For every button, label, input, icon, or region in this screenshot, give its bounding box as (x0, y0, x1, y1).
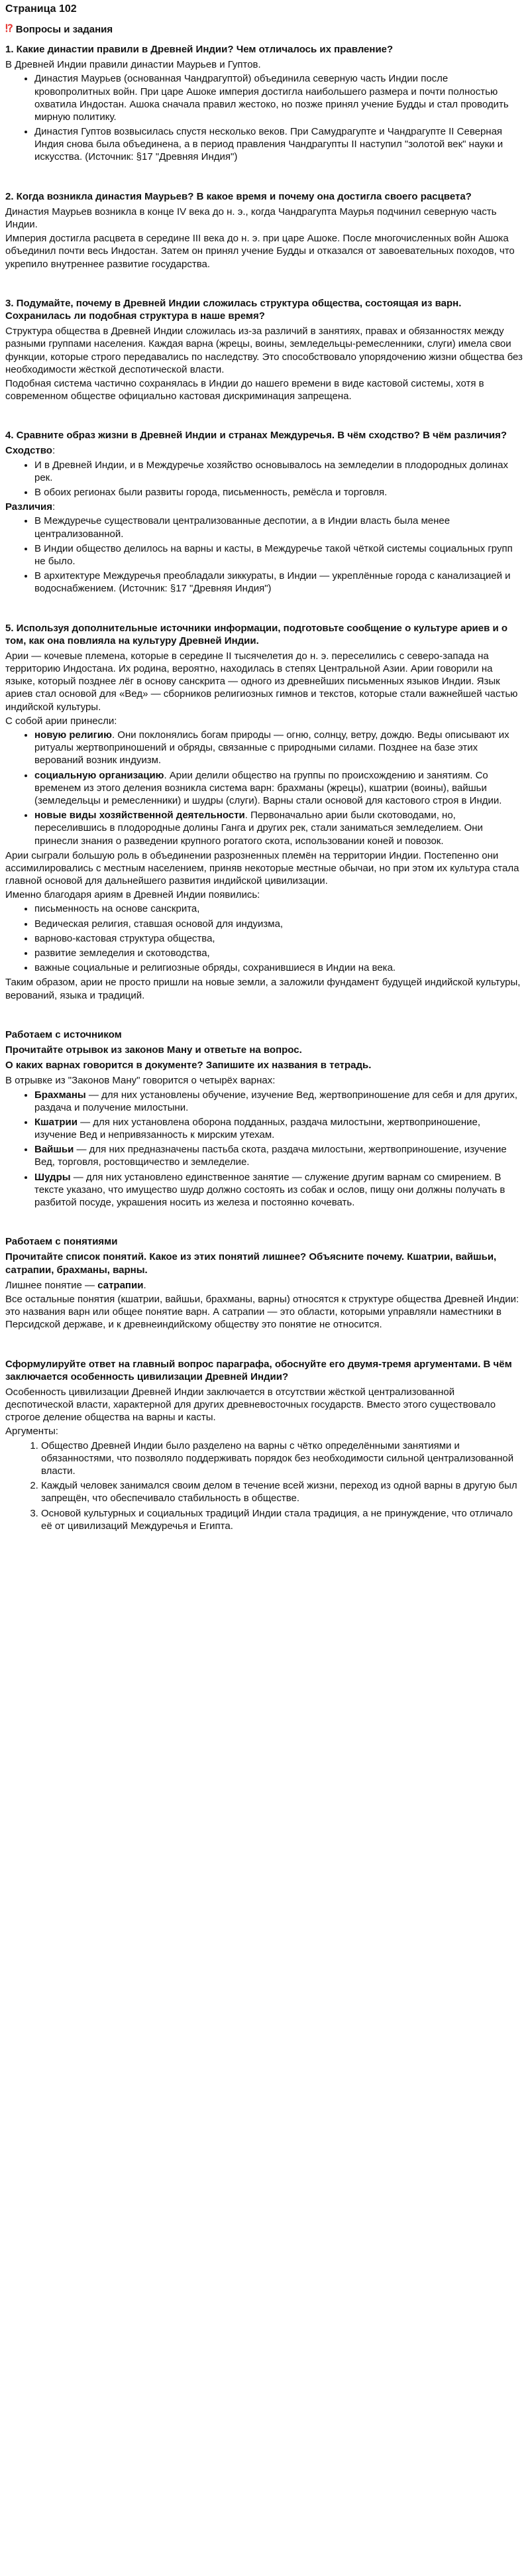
question-1 (5, 43, 525, 164)
question-1-list (5, 72, 525, 163)
list-item: • важные социальные и религиозные обряды, сохранившиеся в Индии на века. (34, 961, 525, 974)
question-3-title: 3. Подумайте, почему в Древней Индии сложилась структура общества, состоящая из варн. Сохранилась ли подобная структура в наше время? (5, 297, 462, 322)
list-item-term: Шудры (34, 1171, 71, 1183)
arguments-list (5, 1440, 525, 1532)
source-work-task: Прочитайте отрывок из законов Ману и ответьте на вопрос. (5, 1044, 302, 1056)
paragraph: Структура общества в Древней Индии сложилась из-за различий в занятиях, правах и обязанностях между разными группами населения. Каждая варна (жрецы, воины, земледельцы-ремесленники, слуги) имела свои функции, которые строго передавались по наследству. Это способствовало упорядочению жизни общества без необходимости жёсткой деспотической власти. (5, 326, 523, 375)
source-work-title: Работаем с источником (5, 1028, 122, 1040)
list-item: • Ведическая религия, ставшая основой для индуизма, (34, 918, 525, 930)
aryan-contributions-list (5, 729, 525, 847)
similarities-heading: Сходство: (5, 445, 56, 457)
differences-list (5, 515, 525, 595)
question-5-title: 5. Используя дополнительные источники информации, подготовьте сообщение о культуре ариев и о том, как она повлияла на культуру Древней Индии. (5, 622, 508, 646)
question-1-title: 1. Какие династии правили в Древней Индии? Чем отличалось их правление? (5, 43, 394, 55)
list-item (34, 729, 525, 767)
list-item-term: Вайшьи (34, 1144, 74, 1156)
answer-suffix: . (143, 1279, 146, 1291)
similarities-list (5, 459, 525, 499)
paragraph: Особенность цивилизации Древней Индии заключается в отсутствии жёсткой централизованной деспотической власти, характерной для других древневосточных государств. Вместо этого существовало строгое деление общества на варны и касты. (5, 1386, 496, 1424)
list-item: • В Междуречье существовали централизованные деспотии, а в Индии власть была менее централизованной. (34, 515, 525, 540)
list-item (34, 1171, 525, 1209)
final-question (5, 1358, 525, 1532)
list-item-text: . Первоначально арии были скотоводами, но, переселившись в плодородные долины Ганга и других рек, стали заниматься земледелием. Они принесли знания о разведении крупного рогатого скота, использовании коней и повозок. (34, 810, 483, 847)
list-item: 1. Общество Древней Индии было разделено на варны с чётко определёнными занятиями и обязанностями, что позволяло поддерживать порядок без необходимости сильной централизованной власти. (41, 1440, 525, 1478)
similarities-label: Сходство (5, 445, 52, 457)
page-title: Страница 102 (5, 3, 77, 15)
exclamation-question-icon: ⁉ (5, 23, 12, 35)
list-item: • варново-кастовая структура общества, (34, 932, 525, 945)
list-item-term: Брахманы (34, 1089, 86, 1101)
list-item (34, 1143, 525, 1168)
question-5 (5, 622, 525, 1002)
list-item-text: — для них установлена оборона подданных, раздача милостыни, жертвоприношение, изучение Вед и непривязанность к мирским утехам. (34, 1116, 481, 1141)
paragraph: В отрывке из "Законов Ману" говорится о четырёх варнах: (5, 1075, 276, 1087)
varnas-list (5, 1089, 525, 1209)
list-item-term: новую религию (34, 729, 112, 741)
list-item-text: — для них установлено единственное занятие — служение другим варнам со смирением. В тексте указано, что имущество шудр должно состоять из собак и ослов, пищу они должны получать в разбитой посуде, украшения носить из железа и постоянно кочевать. (34, 1171, 505, 1208)
concepts-answer (5, 1279, 525, 1292)
concepts-work-title: Работаем с понятиями (5, 1236, 118, 1248)
aryan-legacy-list (5, 902, 525, 974)
list-item: • В архитектуре Междуречья преобладали зиккураты, в Индии — укреплённые города с канализацией и водоснабжением. (Источник: §17 "Древняя Индия") (34, 570, 525, 595)
source-work (5, 1028, 525, 1209)
list-item-text: . Они поклонялись богам природы — огню, солнцу, ветру, дождю. Веды описывают их ритуалы жертвоприношений и обряды, связанные с природными силами. Позднее на базе этих верований возник индуизм. (34, 729, 509, 767)
list-item-text: — для них предназначены пастьба скота, раздача милостыни, жертвоприношение, изучение Вед, торговля, ростовщичество и земледелие. (34, 1144, 507, 1168)
list-item: 3. Основой культурных и социальных традиций Индии стала традиция, а не принуждение, что отличало её от цивилизаций Междуречья и Египта. (41, 1507, 525, 1532)
question-4-title: 4. Сравните образ жизни в Древней Индии и странах Междуречья. В чём сходство? В чём различия? (5, 430, 507, 442)
paragraph: Аргументы: (5, 1426, 58, 1438)
question-2-title: 2. Когда возникла династия Маурьев? В какое время и почему она достигла своего расцвета? (5, 190, 472, 202)
list-item: • Династия Гуптов возвысилась спустя несколько веков. При Самудрагупте и Чандрагупте II Северная Индия снова была объединена, а в период правления Чандрагупты II наступил "золотой век" науки и искусства. (Источник: §17 "Древняя Индия") (34, 125, 525, 164)
paragraph: С собой арии принесли: (5, 715, 117, 727)
differences-label: Различия (5, 501, 53, 513)
section-heading (5, 23, 525, 36)
list-item-term: новые виды хозяйственной деятельности (34, 810, 245, 822)
list-item (34, 1089, 525, 1114)
list-item (34, 1116, 525, 1141)
list-item: • развитие земледелия и скотоводства, (34, 947, 525, 959)
paragraph: Подобная система частично сохранялась в Индии до нашего времени в виде кастовой системы, хотя в современном обществе официально кастовая дискриминация запрещена. (5, 377, 484, 402)
list-item-text: — для них установлены обучение, изучение Вед, жертвоприношение для себя и для других, раздача и получение милостыни. (34, 1089, 518, 1113)
list-item: • В обоих регионах были развиты города, письменность, ремёсла и торговля. (34, 486, 525, 499)
answer-prefix: Лишнее понятие — (5, 1279, 98, 1291)
list-item-term: социальную организацию (34, 769, 164, 781)
paragraph: Именно благодаря ариям в Древней Индии появились: (5, 889, 260, 901)
paragraph: Династия Маурьев возникла в конце IV века до н. э., когда Чандрагупта Маурья подчинил северную часть Индии. (5, 206, 497, 230)
list-item: • В Индии общество делилось на варны и касты, в Междуречье такой чёткой системы социальных групп не было. (34, 542, 525, 568)
list-item: 2. Каждый человек занимался своим делом в течение всей жизни, переход из одной варны в другую был запрещён, что обеспечивало стабильность в обществе. (41, 1479, 525, 1504)
differences-heading: Различия: (5, 501, 56, 513)
paragraph: Арии — кочевые племена, которые в середине II тысячелетия до н. э. переселились с северо-запада на территорию Индостана. Их родина, вероятно, находилась в степях Центральной Азии. Арии говорили на языке, который позднее лёг в основу санскрита — одного из древнейших письменных языков Индии. Язык ариев стал основой для «Вед» — сборников религиозных гимнов и текстов, которые стали важнейшей частью индийской культуры. (5, 650, 518, 713)
paragraph: Все остальные понятия (кшатрии, вайшьи, брахманы, варны) относятся к структуре общества Древней Индии: это названия варн или общее понятие варн. А сатрапии — это области, которыми управляли наместники в Персидской державе, и к древнеиндийскому обществу это понятие не относится. (5, 1293, 519, 1331)
question-2 (5, 190, 525, 271)
list-item-term: Кшатрии (34, 1116, 78, 1128)
question-1-intro: В Древней Индии правили династии Маурьев и Гуптов. (5, 59, 261, 71)
concepts-work-task: Прочитайте список понятий. Какое из этих понятий лишнее? Объясните почему. Кшатрии, вайшьи, сатрапии, брахманы, варны. (5, 1251, 497, 1276)
answer-term: сатрапии (97, 1279, 144, 1291)
list-item-text: . Арии делили общество на группы по происхождению и занятиям. Со временем из этого деления возникла система варн: брахманы (жрецы), кшатрии (воины), вайшьи (земледельцы и ремесленники) и шудры (слуги). Варны стали основой для кастового строя в Индии. (34, 769, 502, 806)
source-work-question: О каких варнах говорится в документе? Запишите их названия в тетрадь. (5, 1060, 372, 1072)
list-item (34, 809, 525, 847)
paragraph: Арии сыграли большую роль в объединении разрозненных племён на территории Индии. Постепенно они ассимилировались с местным населением, приняв некоторые местные обычаи, но при этом их культура стала главной основой для дальнейшего развития индийской цивилизации. (5, 849, 519, 887)
final-question-title: Сформулируйте ответ на главный вопрос параграфа, обоснуйте его двумя-тремя аргументами. В чём заключается особенность цивилизации Древней Индии? (5, 1358, 512, 1382)
paragraph: Империя достигла расцвета в середине III века до н. э. при царе Ашоке. После многочисленных войн Ашока объединил почти весь Индостан. Затем он принял учение Будды и отказался от завоевательных походов, что укрепило внутреннее развитие государства. (5, 233, 515, 270)
question-3 (5, 297, 525, 403)
list-item: • Династия Маурьев (основанная Чандрагуптой) объединила северную часть Индии после кровопролитных войн. При царе Ашоке империя достигла наибольшего размера и почти полностью охватила Индостан. Ашока сначала правил жестоко, но позже принял учение Будды и стал проводить мирную политику. (34, 72, 525, 123)
paragraph: Таким образом, арии не просто пришли на новые земли, а заложили фундамент будущей индийской культуры, верований, языка и традиций. (5, 977, 521, 1001)
list-item: • И в Древней Индии, и в Междуречье хозяйство основывалось на земледелии в плодородных долинах рек. (34, 459, 525, 484)
question-4 (5, 429, 525, 595)
list-item: • письменность на основе санскрита, (34, 902, 525, 915)
concepts-work (5, 1235, 525, 1331)
list-item (34, 769, 525, 808)
section-title: Вопросы и задания (15, 24, 113, 36)
